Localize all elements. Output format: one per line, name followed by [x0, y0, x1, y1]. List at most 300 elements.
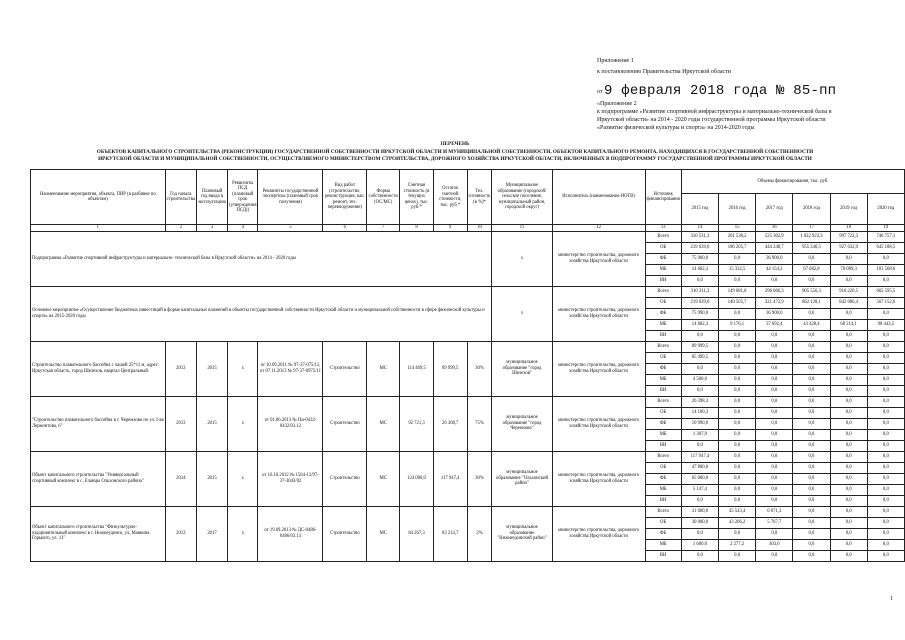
source-cell: ОБ: [645, 517, 681, 528]
amount-cell: 117 947,4: [681, 451, 718, 462]
amount-cell: 955 240,5: [793, 242, 830, 253]
amount-cell: 0,0: [756, 363, 793, 374]
amount-cell: 26 398,3: [681, 396, 718, 407]
object-year-start: 2013: [165, 396, 196, 451]
object-readiness: 30%: [467, 341, 492, 396]
source-cell: ОБ: [645, 407, 681, 418]
amount-cell: 0,0: [867, 418, 904, 429]
amount-cell: 0,0: [793, 341, 830, 352]
amount-cell: 0,0: [830, 528, 867, 539]
object-year-start: 2013: [165, 506, 196, 561]
amount-cell: 0,0: [756, 550, 793, 561]
amount-cell: 0,0: [867, 484, 904, 495]
amount-cell: 0,0: [756, 429, 793, 440]
amount-cell: 842 006,4: [830, 297, 867, 308]
amount-cell: 47 800,0: [681, 462, 718, 473]
column-number: 17: [793, 225, 830, 232]
program-name: Основное мероприятие «Осуществление бюджетных инвестиций в форме капитальных вложений в объекты государственной собственности Иркутской области и муниципальной собственности в сфере физической культуры и спорта» на 2015-2020 годы: [31, 286, 492, 341]
object-estimated-cost: 92 721,3: [400, 396, 434, 451]
object-expertise: от 01.06.2013 № Пи-0432-0432/03.12: [258, 396, 323, 451]
amount-cell: 0,0: [793, 330, 830, 341]
program-name: Подпрограмма «Развитие спортивной инфраструктуры и материально- технической базы в Иркутской области» на 2014 - 2020 годы: [31, 231, 492, 286]
amount-cell: 75 960,0: [681, 253, 718, 264]
municipality-cell: муниципальное образование "город Шелехов": [492, 341, 552, 396]
header-year: 2020 год: [867, 194, 904, 225]
amount-cell: 0,0: [793, 253, 830, 264]
source-cell: ОБ: [645, 352, 681, 363]
object-readiness: 2%: [467, 506, 492, 561]
amount-cell: 0,0: [719, 374, 756, 385]
amount-cell: 0,0: [681, 495, 718, 506]
amount-cell: 0,0: [830, 506, 867, 517]
amount-cell: 1 600,0: [681, 539, 718, 550]
amount-cell: 0,0: [830, 308, 867, 319]
header-psd: Реквизиты ПСД (плановый срок (утверждения ПСД)): [228, 170, 258, 225]
amount-cell: 0,0: [756, 495, 793, 506]
amount-cell: 0,0: [867, 363, 904, 374]
amount-cell: 36 900,0: [756, 253, 793, 264]
municipality-cell: муниципальное образование "Ольхонский район": [492, 451, 552, 506]
amount-cell: 0,0: [793, 550, 830, 561]
object-work-type: Строительство: [323, 341, 367, 396]
amount-cell: 0,0: [867, 407, 904, 418]
column-number: 2: [165, 225, 196, 232]
amount-cell: 0,0: [719, 308, 756, 319]
amount-cell: 0,0: [756, 440, 793, 451]
amount-cell: 665 595,5: [867, 286, 904, 297]
amount-cell: 0,0: [830, 418, 867, 429]
source-cell: ФБ: [645, 418, 681, 429]
header-year-start: Год начала строительства: [165, 170, 196, 225]
amount-cell: 15 332,5: [719, 264, 756, 275]
amount-cell: 1 022 923,3: [793, 231, 830, 242]
amount-cell: 0,0: [793, 396, 830, 407]
amount-cell: 101 568,6: [867, 264, 904, 275]
amount-cell: 0,0: [793, 352, 830, 363]
object-year-commission: 2015: [196, 396, 227, 451]
amount-cell: 0,0: [793, 275, 830, 286]
amount-cell: 0,0: [830, 253, 867, 264]
amount-cell: 0,0: [867, 275, 904, 286]
municipality-cell: муниципальное образование "город Черемхово": [492, 396, 552, 451]
source-cell: МБ: [645, 484, 681, 495]
amount-cell: 567 152,0: [867, 297, 904, 308]
amount-cell: 43 428,4: [793, 319, 830, 330]
object-psd: х: [228, 506, 258, 561]
amount-cell: 0,0: [867, 539, 904, 550]
amount-cell: 37 692,4: [756, 319, 793, 330]
amount-cell: 303,6: [756, 539, 793, 550]
amount-cell: 0,0: [719, 528, 756, 539]
appendix2-line: Иркутской области» на 2014 - 2020 годы государственной программы Иркутской области: [597, 117, 826, 123]
amount-cell: 0,0: [793, 429, 830, 440]
amount-cell: 0,0: [793, 374, 830, 385]
header-year-commission: Плановый год ввода в эксплуатацию: [196, 170, 227, 225]
object-psd: х: [228, 451, 258, 506]
amount-cell: 444 248,7: [756, 242, 793, 253]
amount-cell: 75 990,0: [681, 308, 718, 319]
amount-cell: 89 999,5: [681, 341, 718, 352]
source-cell: ОБ: [645, 297, 681, 308]
header-remaining-cost: Остаток сметной стоимости, тыс. руб.*: [433, 170, 467, 225]
appendix2-line: «Приложение 2: [597, 101, 637, 107]
column-number: 3: [196, 225, 227, 232]
column-number: 1: [31, 225, 166, 232]
order-date-line: [597, 83, 836, 99]
amount-cell: 36 900,0: [756, 308, 793, 319]
amount-cell: 149 681,8: [719, 286, 756, 297]
amount-cell: 0,0: [756, 418, 793, 429]
column-number: 5: [258, 225, 323, 232]
source-cell: Всего: [645, 286, 681, 297]
object-readiness: 30%: [467, 451, 492, 506]
header-ownership: Форма собственности (ОС/МС): [367, 170, 400, 225]
amount-cell: 0,0: [756, 528, 793, 539]
object-name: Объект капитального строительства "Универсальный спортивный комплекс в с. Еланцы Ольхонского района": [31, 451, 166, 506]
amount-cell: 0,0: [830, 396, 867, 407]
executor-cell: министерство строительства, дорожного хозяйства Иркутской области: [552, 341, 645, 396]
amount-cell: 0,0: [756, 407, 793, 418]
source-cell: Всего: [645, 231, 681, 242]
amount-cell: 0,0: [867, 528, 904, 539]
amount-cell: 0,0: [719, 253, 756, 264]
amount-cell: 0,0: [830, 407, 867, 418]
amount-cell: 0,0: [793, 473, 830, 484]
source-cell: Всего: [645, 396, 681, 407]
amount-cell: 0,0: [830, 462, 867, 473]
appendix-label: Приложение 1: [597, 58, 634, 64]
amount-cell: 0,0: [719, 275, 756, 286]
header-estimated-cost: Сметная стоимость (в текущих ценах), тыс. руб.*: [400, 170, 434, 225]
amount-cell: 645 188,5: [867, 242, 904, 253]
column-number: 12: [552, 225, 645, 232]
source-cell: ФБ: [645, 308, 681, 319]
amount-cell: 186 205,7: [719, 242, 756, 253]
amount-cell: 0,0: [867, 550, 904, 561]
object-year-start: 2014: [165, 451, 196, 506]
amount-cell: 0,0: [830, 550, 867, 561]
column-number: 8: [400, 225, 434, 232]
amount-cell: 10 990,0: [681, 418, 718, 429]
amount-cell: 525 302,9: [756, 231, 793, 242]
object-remaining-cost: 89 999,5: [433, 341, 467, 396]
amount-cell: 0,0: [719, 484, 756, 495]
source-cell: МБ: [645, 539, 681, 550]
amount-cell: 0,0: [719, 550, 756, 561]
header-executor: Исполнитель (наименование ИОГВ): [552, 170, 645, 225]
object-ownership: МС: [367, 506, 400, 561]
object-year-commission: 2015: [196, 341, 227, 396]
source-cell: ВИ: [645, 495, 681, 506]
source-cell: ВИ: [645, 550, 681, 561]
amount-cell: 0,0: [756, 275, 793, 286]
amount-cell: 6 071,3: [756, 506, 793, 517]
amount-cell: 0,0: [756, 484, 793, 495]
amount-cell: 0,0: [719, 495, 756, 506]
amount-cell: 85 499,5: [681, 352, 718, 363]
amount-cell: 9 176,1: [719, 319, 756, 330]
amount-cell: 70 089,3: [830, 264, 867, 275]
amount-cell: 396 066,3: [756, 286, 793, 297]
header-year: 2018 год: [793, 194, 830, 225]
amount-cell: 0,0: [756, 473, 793, 484]
column-number: 19: [867, 225, 904, 232]
column-number: 11: [492, 225, 552, 232]
object-psd: х: [228, 341, 258, 396]
column-number: 18: [830, 225, 867, 232]
capital-objects-table: [30, 169, 905, 562]
amount-cell: 0,0: [793, 528, 830, 539]
amount-cell: 0,0: [830, 539, 867, 550]
amount-cell: 0,0: [793, 363, 830, 374]
document-heading: ПЕРЕЧЕНЬ: [440, 141, 470, 147]
amount-cell: 0,0: [756, 385, 793, 396]
amount-cell: 0,0: [719, 330, 756, 341]
amount-cell: 31 600,0: [681, 506, 718, 517]
column-number: 4: [228, 225, 258, 232]
source-cell: МБ: [645, 374, 681, 385]
amount-cell: 0,0: [719, 352, 756, 363]
object-ownership: МС: [367, 341, 400, 396]
title-line: ИРКУТСКОЙ ОБЛАСТИ И МУНИЦИПАЛЬНОЙ СОБСТВЕННОСТИ, ОСУЩЕСТВЛЯЕМОГО МИНИСТЕРСТВОМ СТРОИТЕЛЬСТВА, ДОРОЖНОГО ХОЗЯЙСТВА ИРКУТСКОЙ ОБЛАСТИ, ВКЛЮЧЕННЫХ В ПОДПРОГРАММУ ГОСУДАРСТВЕННОЙ ПРОГРАММЫ ИРКУТСКОЙ ОБЛАСТИ: [98, 156, 812, 162]
amount-cell: 0,0: [756, 374, 793, 385]
amount-cell: 0,0: [681, 330, 718, 341]
object-name: Объект капитального строительства "Физкультурно-оздоровительный комплекс в г. Нижнеудинск, ул. Маякина Горького, ул. 11": [31, 506, 166, 561]
header-municipality: Муниципальное образование (городской/сельское поселение, муниципальный район, городской округ): [492, 170, 552, 225]
object-expertise: от 19.09.2013 № ДС-0486-0486/03.13: [258, 506, 323, 561]
amount-cell: 0,0: [756, 352, 793, 363]
amount-cell: 0,0: [867, 462, 904, 473]
column-number: 16: [756, 225, 793, 232]
object-name: Строительство плавательного бассейна с чашей 25*11 м, адрес: Иркутская область, город Шелехов, квартал Центральный.: [31, 341, 166, 396]
amount-cell: 0,0: [867, 517, 904, 528]
table-row: [31, 341, 905, 352]
object-estimated-cost: 84 267,3: [400, 506, 434, 561]
amount-cell: 310 311,3: [681, 286, 718, 297]
amount-cell: 65 000,0: [681, 473, 718, 484]
order-date-prefix: от: [597, 89, 603, 95]
amount-cell: 0,0: [867, 440, 904, 451]
object-work-type: Строительство: [323, 396, 367, 451]
amount-cell: 0,0: [756, 462, 793, 473]
object-psd: х: [228, 396, 258, 451]
decree-label: к постановлению Правительства Иркутской области: [597, 69, 731, 75]
amount-cell: 0,0: [681, 275, 718, 286]
amount-cell: 14 682,3: [681, 264, 718, 275]
object-expertise: от 10.09.2011 № 97-37-075/11, от 07.11.2013 № 97-37-0975/11: [258, 341, 323, 396]
header-year: 2015 год: [681, 194, 718, 225]
source-cell: Всего: [645, 451, 681, 462]
municipality-cell: муниципальное образование "Нижнеудинский район": [492, 506, 552, 561]
object-remaining-cost: 26 308,7: [433, 396, 467, 451]
amount-cell: 30 000,0: [681, 517, 718, 528]
amount-cell: 0,0: [793, 418, 830, 429]
amount-cell: 0,0: [719, 396, 756, 407]
amount-cell: 0,0: [830, 451, 867, 462]
object-ownership: МС: [367, 451, 400, 506]
amount-cell: 0,0: [719, 363, 756, 374]
amount-cell: 0,0: [793, 440, 830, 451]
amount-cell: 0,0: [830, 275, 867, 286]
page-number: 1: [890, 596, 893, 602]
amount-cell: 927 632,9: [830, 242, 867, 253]
amount-cell: 45 543,4: [719, 506, 756, 517]
amount-cell: 0,0: [719, 473, 756, 484]
amount-cell: 310 531,3: [681, 231, 718, 242]
object-remaining-cost: 83 214,7: [433, 506, 467, 561]
amount-cell: 0,0: [793, 517, 830, 528]
amount-cell: 0,0: [756, 451, 793, 462]
amount-cell: 905 556,3: [793, 286, 830, 297]
amount-cell: 0,0: [867, 330, 904, 341]
amount-cell: 0,0: [681, 528, 718, 539]
amount-cell: 0,0: [830, 484, 867, 495]
executor-cell: министерство строительства, дорожного хозяйства Иркутской области: [552, 396, 645, 451]
amount-cell: 0,0: [681, 363, 718, 374]
object-year-commission: 2017: [196, 506, 227, 561]
order-date-number: 9 февраля 2018 года № 85-пп: [604, 83, 837, 99]
amount-cell: 0,0: [830, 429, 867, 440]
amount-cell: 2 277,2: [719, 539, 756, 550]
executor-cell: министерство строительства, дорожного хозяйства Иркутской области: [552, 286, 645, 341]
source-cell: МБ: [645, 264, 681, 275]
amount-cell: 0,0: [756, 396, 793, 407]
executor-cell: министерство строительства, дорожного хозяйства Иркутской области: [552, 231, 645, 286]
header-financing: Объемы финансирования, тыс. руб.: [681, 170, 904, 194]
amount-cell: 321 473,9: [756, 297, 793, 308]
amount-cell: 14 100,3: [681, 407, 718, 418]
amount-cell: 68 214,1: [830, 319, 867, 330]
amount-cell: 0,0: [867, 374, 904, 385]
appendix2-line: к подпрограмме «Развитие спортивной инфраструктуры и материально-технической базы в: [597, 109, 832, 115]
source-cell: ВИ: [645, 330, 681, 341]
amount-cell: 0,0: [756, 330, 793, 341]
object-year-commission: 2015: [196, 451, 227, 506]
object-estimated-cost: 114 469,5: [400, 341, 434, 396]
amount-cell: 0,0: [830, 363, 867, 374]
amount-cell: 0,0: [793, 451, 830, 462]
amount-cell: 43 266,2: [719, 517, 756, 528]
amount-cell: 0,0: [830, 374, 867, 385]
amount-cell: 0,0: [867, 473, 904, 484]
table-row: [31, 396, 905, 407]
header-work-type: Вид работ (строительство, реконструкция, кап. ремонт, тех. перевооружение): [323, 170, 367, 225]
amount-cell: 0,0: [719, 407, 756, 418]
amount-cell: 44 154,2: [756, 264, 793, 275]
amount-cell: 201 538,2: [719, 231, 756, 242]
amount-cell: 0,0: [756, 341, 793, 352]
amount-cell: 0,0: [793, 407, 830, 418]
amount-cell: 0,0: [867, 396, 904, 407]
amount-cell: 0,0: [867, 308, 904, 319]
amount-cell: 0,0: [793, 539, 830, 550]
header-year: 2016 год: [719, 194, 756, 225]
municipality-cell: х: [492, 286, 552, 341]
object-work-type: Строительство: [323, 451, 367, 506]
source-cell: Всего: [645, 341, 681, 352]
column-number: 6: [323, 225, 367, 232]
object-readiness: 75%: [467, 396, 492, 451]
amount-cell: 0,0: [867, 451, 904, 462]
header-source: Источник финансирования: [645, 170, 681, 225]
object-year-start: 2013: [165, 341, 196, 396]
column-number: 15: [719, 225, 756, 232]
column-number: 13: [645, 225, 681, 232]
municipality-cell: х: [492, 231, 552, 286]
amount-cell: 0,0: [719, 341, 756, 352]
amount-cell: 0,0: [719, 385, 756, 396]
amount-cell: 0,0: [719, 440, 756, 451]
amount-cell: 0,0: [830, 495, 867, 506]
amount-cell: 0,0: [830, 385, 867, 396]
amount-cell: 0,0: [793, 484, 830, 495]
table-row: [31, 506, 905, 517]
title-line: ОБЪЕКТОВ КАПИТАЛЬНОГО СТРОИТЕЛЬСТВА (РЕКОНСТРУКЦИИ) ГОСУДАРСТВЕННОЙ СОБСТВЕННОСТИ ИРКУТСКОЙ ОБЛАСТИ И МУНИЦИПАЛЬНОЙ СОБСТВЕННОСТИ, ОБЪЕКТОВ КАПИТАЛЬНОГО РЕМОНТА, НАХОДЯЩИХСЯ В ГОСУДАРСТВЕННОЙ СОБСТВЕННОСТИ: [96, 149, 814, 155]
object-expertise: от 16.10.2012 № 1564-12/97-37-3043/02: [258, 451, 323, 506]
object-ownership: МС: [367, 396, 400, 451]
amount-cell: 0,0: [830, 473, 867, 484]
amount-cell: 0,0: [793, 308, 830, 319]
amount-cell: 0,0: [719, 429, 756, 440]
amount-cell: 219 639,0: [681, 242, 718, 253]
amount-cell: 0,0: [830, 330, 867, 341]
source-cell: ФБ: [645, 528, 681, 539]
amount-cell: 0,0: [867, 352, 904, 363]
object-work-type: Строительство: [323, 506, 367, 561]
column-number: 7: [367, 225, 400, 232]
amount-cell: 0,0: [793, 495, 830, 506]
amount-cell: 910 220,5: [830, 286, 867, 297]
table-row: [31, 231, 905, 242]
amount-cell: 4 500,0: [681, 374, 718, 385]
amount-cell: 0,0: [867, 429, 904, 440]
amount-cell: 0,0: [793, 385, 830, 396]
amount-cell: 140 505,7: [719, 297, 756, 308]
source-cell: ВИ: [645, 440, 681, 451]
header-name: Наименование мероприятия, объекта, ПИР (в разбивке по объектам): [31, 170, 166, 225]
header-expertise: Реквизиты государственной экспертизы (плановый срок получения): [258, 170, 323, 225]
amount-cell: 0,0: [867, 385, 904, 396]
amount-cell: 862 128,1: [793, 297, 830, 308]
amount-cell: 0,0: [719, 418, 756, 429]
amount-cell: 5 147,4: [681, 484, 718, 495]
amount-cell: 0,0: [830, 352, 867, 363]
appendix2-line: «Развитие физической культуры и спорта» на 2014-2020 годы: [597, 125, 755, 131]
amount-cell: 0,0: [830, 341, 867, 352]
amount-cell: 0,0: [793, 506, 830, 517]
amount-cell: 0,0: [867, 495, 904, 506]
amount-cell: 0,0: [681, 385, 718, 396]
amount-cell: 5 767,7: [756, 517, 793, 528]
object-remaining-cost: 117 947,4: [433, 451, 467, 506]
source-cell: ВИ: [645, 385, 681, 396]
amount-cell: 219 639,0: [681, 297, 718, 308]
amount-cell: 0,0: [793, 462, 830, 473]
source-cell: ФБ: [645, 253, 681, 264]
source-cell: МБ: [645, 319, 681, 330]
source-cell: ОБ: [645, 242, 681, 253]
source-cell: МБ: [645, 429, 681, 440]
source-cell: ВИ: [645, 275, 681, 286]
header-row: [31, 170, 905, 194]
amount-cell: 0,0: [681, 550, 718, 561]
object-estimated-cost: 124 000,0: [400, 451, 434, 506]
header-year: 2019 год: [830, 194, 867, 225]
amount-cell: 0,0: [681, 440, 718, 451]
amount-cell: 1 307,9: [681, 429, 718, 440]
amount-cell: 14 682,3: [681, 319, 718, 330]
amount-cell: 746 757,1: [867, 231, 904, 242]
